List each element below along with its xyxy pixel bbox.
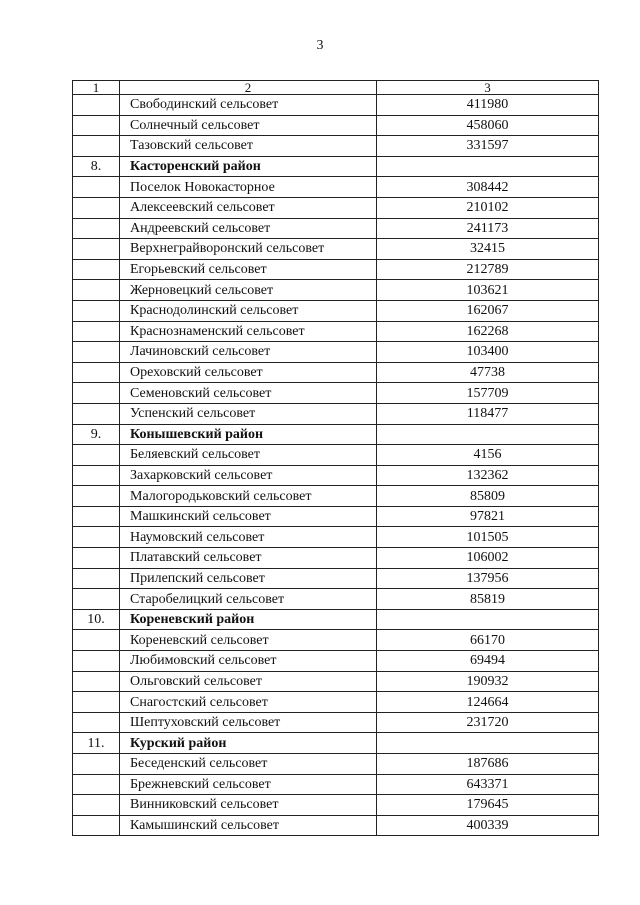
row-name-cell: Старобелицкий сельсовет: [120, 589, 377, 610]
table-row: [73, 362, 599, 383]
row-name-cell: Краснознаменский сельсовет: [120, 321, 377, 342]
table-row: [73, 815, 599, 836]
row-value-cell: 4156: [377, 445, 599, 466]
table-row: [73, 527, 599, 548]
row-value-cell: 210102: [377, 197, 599, 218]
row-name-cell: Кореневский сельсовет: [120, 630, 377, 651]
table-row: [73, 486, 599, 507]
row-name-cell: Малогородьковский сельсовет: [120, 486, 377, 507]
row-value-cell: 212789: [377, 259, 599, 280]
row-number-cell: [73, 774, 120, 795]
row-name-cell: Тазовский сельсовет: [120, 136, 377, 157]
row-name-cell: Семеновский сельсовет: [120, 383, 377, 404]
row-value-cell: 162268: [377, 321, 599, 342]
row-number-cell: [73, 445, 120, 466]
row-number-cell: [73, 95, 120, 116]
table-row: [73, 259, 599, 280]
table-row: [73, 197, 599, 218]
row-value-cell: 157709: [377, 383, 599, 404]
table-row: [73, 177, 599, 198]
row-value-cell: 231720: [377, 712, 599, 733]
row-name-cell: Краснодолинский сельсовет: [120, 300, 377, 321]
row-name-cell: Алексеевский сельсовет: [120, 197, 377, 218]
row-value-cell: 162067: [377, 300, 599, 321]
row-number-cell: [73, 403, 120, 424]
table-row: [73, 630, 599, 651]
row-name-cell: Наумовский сельсовет: [120, 527, 377, 548]
district-row: [73, 609, 599, 630]
row-value-cell: [377, 424, 599, 445]
row-number-cell: [73, 321, 120, 342]
row-name-cell: Свободинский сельсовет: [120, 95, 377, 116]
row-name-cell: Платавский сельсовет: [120, 548, 377, 569]
row-number-cell: 10.: [73, 609, 120, 630]
row-name-cell: Верхнеграйворонский сельсовет: [120, 239, 377, 260]
table-row: [73, 321, 599, 342]
row-number-cell: [73, 197, 120, 218]
row-value-cell: [377, 733, 599, 754]
row-number-cell: [73, 548, 120, 569]
row-value-cell: 69494: [377, 651, 599, 672]
header-cell-1: 1: [73, 81, 120, 95]
row-name-cell: Беляевский сельсовет: [120, 445, 377, 466]
row-name-cell: Брежневский сельсовет: [120, 774, 377, 795]
table-row: [73, 239, 599, 260]
row-value-cell: 331597: [377, 136, 599, 157]
table-row: [73, 651, 599, 672]
row-value-cell: 137956: [377, 568, 599, 589]
row-value-cell: 179645: [377, 795, 599, 816]
row-name-cell: Егорьевский сельсовет: [120, 259, 377, 280]
row-value-cell: 101505: [377, 527, 599, 548]
row-value-cell: 400339: [377, 815, 599, 836]
row-name-cell: Винниковский сельсовет: [120, 795, 377, 816]
row-number-cell: [73, 712, 120, 733]
row-number-cell: 11.: [73, 733, 120, 754]
row-number-cell: 9.: [73, 424, 120, 445]
row-number-cell: [73, 651, 120, 672]
table-row: [73, 506, 599, 527]
table-header-row: [73, 81, 599, 95]
row-name-cell: Кореневский район: [120, 609, 377, 630]
table-row: [73, 115, 599, 136]
data-table: [72, 80, 599, 836]
row-number-cell: [73, 527, 120, 548]
row-number-cell: [73, 280, 120, 301]
row-value-cell: 411980: [377, 95, 599, 116]
row-value-cell: 97821: [377, 506, 599, 527]
row-number-cell: [73, 218, 120, 239]
table-row: [73, 548, 599, 569]
row-value-cell: 458060: [377, 115, 599, 136]
row-name-cell: Успенский сельсовет: [120, 403, 377, 424]
page-number: 3: [316, 38, 324, 53]
row-name-cell: Прилепский сельсовет: [120, 568, 377, 589]
table-row: [73, 300, 599, 321]
row-number-cell: [73, 589, 120, 610]
table-row: [73, 95, 599, 116]
row-value-cell: 308442: [377, 177, 599, 198]
row-value-cell: 190932: [377, 671, 599, 692]
row-number-cell: [73, 115, 120, 136]
row-name-cell: Камышинский сельсовет: [120, 815, 377, 836]
row-value-cell: [377, 609, 599, 630]
row-name-cell: Шептуховский сельсовет: [120, 712, 377, 733]
row-value-cell: 643371: [377, 774, 599, 795]
table-row: [73, 568, 599, 589]
row-name-cell: Конышевский район: [120, 424, 377, 445]
row-number-cell: [73, 795, 120, 816]
row-value-cell: [377, 156, 599, 177]
row-number-cell: [73, 671, 120, 692]
row-value-cell: 132362: [377, 465, 599, 486]
table-row: [73, 589, 599, 610]
row-name-cell: Ольговский сельсовет: [120, 671, 377, 692]
row-number-cell: [73, 692, 120, 713]
row-number-cell: [73, 300, 120, 321]
table-row: [73, 774, 599, 795]
row-number-cell: [73, 177, 120, 198]
row-value-cell: 85819: [377, 589, 599, 610]
row-name-cell: Машкинский сельсовет: [120, 506, 377, 527]
table-row: [73, 383, 599, 404]
row-value-cell: 103400: [377, 342, 599, 363]
row-name-cell: Жерновецкий сельсовет: [120, 280, 377, 301]
row-name-cell: Касторенский район: [120, 156, 377, 177]
table-row: [73, 795, 599, 816]
row-number-cell: [73, 239, 120, 260]
row-value-cell: 118477: [377, 403, 599, 424]
district-row: [73, 424, 599, 445]
row-name-cell: Беседенский сельсовет: [120, 754, 377, 775]
district-row: [73, 156, 599, 177]
row-number-cell: [73, 568, 120, 589]
row-value-cell: 47738: [377, 362, 599, 383]
header-cell-3: 3: [377, 81, 599, 95]
row-number-cell: [73, 754, 120, 775]
table-row: [73, 403, 599, 424]
table-row: [73, 754, 599, 775]
row-value-cell: 187686: [377, 754, 599, 775]
row-name-cell: Солнечный сельсовет: [120, 115, 377, 136]
table-row: [73, 465, 599, 486]
row-name-cell: Ореховский сельсовет: [120, 362, 377, 383]
row-number-cell: [73, 259, 120, 280]
table-row: [73, 671, 599, 692]
row-value-cell: 66170: [377, 630, 599, 651]
row-value-cell: 241173: [377, 218, 599, 239]
row-number-cell: [73, 465, 120, 486]
row-number-cell: [73, 136, 120, 157]
row-number-cell: [73, 383, 120, 404]
table-row: [73, 280, 599, 301]
row-number-cell: 8.: [73, 156, 120, 177]
row-number-cell: [73, 486, 120, 507]
row-number-cell: [73, 342, 120, 363]
row-name-cell: Курский район: [120, 733, 377, 754]
row-name-cell: Лачиновский сельсовет: [120, 342, 377, 363]
row-number-cell: [73, 630, 120, 651]
table-row: [73, 342, 599, 363]
table-row: [73, 218, 599, 239]
table-body: [73, 81, 599, 836]
table-row: [73, 712, 599, 733]
table-row: [73, 445, 599, 466]
row-name-cell: Снагостский сельсовет: [120, 692, 377, 713]
header-cell-2: 2: [120, 81, 377, 95]
row-value-cell: 85809: [377, 486, 599, 507]
row-value-cell: 103621: [377, 280, 599, 301]
table-row: [73, 136, 599, 157]
row-name-cell: Поселок Новокасторное: [120, 177, 377, 198]
row-name-cell: Захарковский сельсовет: [120, 465, 377, 486]
row-number-cell: [73, 506, 120, 527]
table-row: [73, 692, 599, 713]
row-name-cell: Андреевский сельсовет: [120, 218, 377, 239]
row-value-cell: 124664: [377, 692, 599, 713]
row-number-cell: [73, 815, 120, 836]
row-value-cell: 106002: [377, 548, 599, 569]
district-row: [73, 733, 599, 754]
row-value-cell: 32415: [377, 239, 599, 260]
row-name-cell: Любимовский сельсовет: [120, 651, 377, 672]
row-number-cell: [73, 362, 120, 383]
